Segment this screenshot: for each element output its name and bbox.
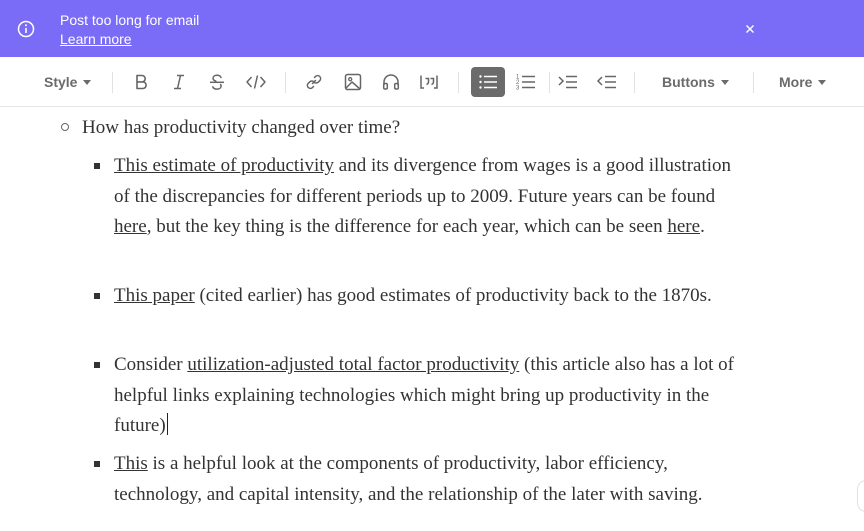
chevron-down-icon (721, 80, 729, 85)
quote-button[interactable] (413, 67, 445, 97)
image-icon (343, 72, 363, 92)
item-text: , but the key thing is the difference for each year, which can be seen (146, 216, 668, 237)
square-bullet-icon (94, 293, 100, 299)
bold-icon (131, 72, 151, 92)
buttons-dropdown-label: Buttons (662, 74, 715, 90)
quote-icon (418, 72, 440, 92)
link-button[interactable] (298, 67, 330, 97)
inline-link[interactable]: This estimate of productivity (114, 155, 335, 176)
bulleted-list-button[interactable] (471, 67, 505, 97)
text-cursor (167, 413, 168, 435)
info-icon (17, 20, 35, 38)
toolbar-divider (285, 72, 286, 93)
hollow-bullet-icon (61, 123, 69, 131)
list-item (114, 151, 744, 243)
more-dropdown-label: More (779, 74, 813, 90)
italic-button[interactable] (163, 67, 195, 97)
chevron-down-icon (818, 80, 826, 85)
square-bullet-icon (94, 461, 100, 467)
indent-icon (557, 72, 579, 92)
italic-icon (169, 72, 189, 92)
toolbar-divider (634, 72, 635, 93)
list-item (114, 350, 744, 442)
numbered-list-icon (515, 72, 537, 92)
item-text: . (700, 216, 705, 237)
bulleted-list-icon (477, 72, 499, 92)
toolbar-divider (112, 72, 113, 93)
scroll-handle[interactable] (857, 480, 864, 512)
inline-link[interactable]: here (667, 216, 701, 237)
code-button[interactable] (240, 67, 272, 97)
audio-icon (381, 72, 401, 92)
indent-button[interactable] (552, 67, 584, 97)
email-warning-banner (0, 0, 864, 57)
list-item: How has productivity changed over time? (82, 117, 401, 138)
square-bullet-icon (94, 163, 100, 169)
item-text: (this article also has a lot of helpful links explaining technologies which might bring up productivity in the future) (114, 354, 734, 436)
item-text: is a helpful look at the components of productivity, labor efficiency, technology, and capital intensity, and the relationship of the later with saving. (114, 453, 703, 505)
buttons-dropdown[interactable] (662, 72, 729, 92)
list-item (114, 281, 744, 312)
strikethrough-button[interactable] (201, 67, 233, 97)
item-text: and its divergence from wages is a good illustration of the discrepancies for different periods up to 2009. Future years can be found (114, 155, 732, 207)
style-dropdown[interactable] (44, 72, 91, 92)
editor-toolbar (0, 57, 864, 107)
editor-body[interactable] (0, 107, 864, 531)
toolbar-divider (753, 72, 754, 93)
outdent-icon (596, 72, 618, 92)
list-item (114, 449, 744, 510)
style-dropdown-label: Style (44, 74, 78, 90)
svg-text:1: 1 (516, 74, 520, 81)
chevron-down-icon (83, 80, 91, 85)
banner-title: Post too long for email (60, 12, 200, 28)
strikethrough-icon (207, 72, 227, 92)
link-icon (304, 72, 324, 92)
inline-link[interactable]: utilization-adjusted total factor productivity (187, 354, 520, 375)
item-text: (cited earlier) has good estimates of productivity back to the 1870s. (194, 285, 712, 306)
toolbar-divider (549, 72, 550, 93)
outdent-button[interactable] (591, 67, 623, 97)
item-text: Consider (114, 354, 188, 375)
inline-link[interactable]: This (114, 453, 148, 474)
close-icon[interactable] (741, 20, 759, 38)
numbered-list-button[interactable] (510, 67, 542, 97)
svg-text:2: 2 (516, 80, 520, 86)
svg-text:3: 3 (516, 85, 520, 92)
code-icon (245, 72, 267, 92)
image-button[interactable] (337, 67, 369, 97)
square-bullet-icon (94, 362, 100, 368)
inline-link[interactable]: This paper (114, 285, 195, 306)
learn-more-link[interactable]: Learn more (60, 31, 132, 47)
bold-button[interactable] (125, 67, 157, 97)
more-dropdown[interactable] (779, 72, 826, 92)
inline-link[interactable]: here (114, 216, 147, 237)
audio-button[interactable] (375, 67, 407, 97)
toolbar-divider (458, 72, 459, 93)
